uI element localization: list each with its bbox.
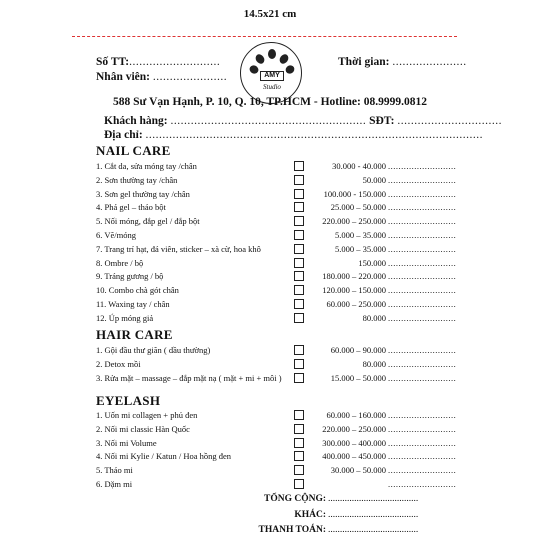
service-row	[96, 372, 457, 386]
paw-petal	[248, 64, 260, 75]
service-checkbox[interactable]	[294, 451, 304, 461]
service-name: 1. Cắt da, sửa móng tay /chân	[96, 161, 197, 171]
service-price: 5.000 – 35.000	[335, 230, 386, 240]
service-name: 4. Phá gel – tháo bột	[96, 202, 166, 213]
service-price: 15.000 – 50.000	[330, 372, 386, 383]
khach-hang-label: Khách hàng:	[104, 115, 168, 127]
service-checkbox[interactable]	[294, 373, 304, 383]
service-amount-dots: ..........................	[388, 161, 457, 171]
service-row	[96, 257, 457, 271]
amy-studio-logo	[240, 42, 302, 104]
service-checkbox[interactable]	[294, 345, 304, 355]
nhan-vien-field	[96, 71, 227, 83]
paper-size-label: 14.5x21 cm	[243, 8, 297, 20]
service-price: 150.000	[358, 257, 386, 268]
service-name: 2. Detox mồi	[96, 358, 141, 369]
service-checkbox[interactable]	[294, 244, 304, 254]
service-amount-dots: ..........................	[388, 372, 457, 383]
service-name: 12. Úp móng giả	[96, 312, 154, 323]
service-price: 300.000 – 400.000	[322, 437, 386, 448]
service-price: 60.000 – 90.000	[330, 345, 386, 355]
service-amount-dots: ..........................	[388, 202, 457, 213]
thoi-gian-field	[338, 56, 467, 68]
tong-cong-label: TỔNG CỘNG:	[263, 494, 326, 504]
logo-brand: AMY	[260, 71, 284, 81]
service-row	[96, 344, 457, 358]
paw-petal	[278, 53, 290, 66]
service-row	[96, 229, 457, 243]
service-price: 5.000 – 35.000	[335, 243, 386, 254]
service-amount-dots: ..........................	[388, 188, 457, 199]
khac-label: KHÁC:	[294, 510, 326, 520]
service-amount-dots: ..........................	[388, 358, 457, 369]
service-row	[96, 201, 457, 215]
service-row	[96, 450, 457, 464]
service-name: 9. Tráng gương / bộ	[96, 271, 164, 282]
service-amount-dots: ..........................	[388, 285, 457, 296]
service-amount-dots: ..........................	[388, 479, 457, 489]
service-row	[96, 174, 457, 188]
service-amount-dots: ..........................	[388, 299, 457, 309]
thanh-toan-label: THANH TOÁN:	[258, 525, 326, 535]
eyelash-title: EYELASH	[96, 393, 161, 408]
cut-line	[72, 36, 457, 37]
khach-hang-field	[104, 115, 502, 127]
service-price: 25.000 – 50.000	[330, 202, 386, 213]
nail-care-title: NAIL CARE	[96, 143, 171, 158]
service-checkbox[interactable]	[294, 285, 304, 295]
service-amount-dots: ..........................	[388, 174, 457, 185]
service-price: 60.000 – 160.000	[326, 410, 386, 420]
sdt-dots: ...............................	[397, 115, 502, 127]
service-amount-dots: ..........................	[388, 451, 457, 462]
sdt-label: SĐT:	[369, 115, 395, 127]
service-checkbox[interactable]	[294, 258, 304, 268]
service-checkbox[interactable]	[294, 359, 304, 369]
hair-care-title: HAIR CARE	[96, 327, 173, 342]
service-checkbox[interactable]	[294, 313, 304, 323]
service-price: 60.000 – 250.000	[326, 299, 386, 309]
service-name: 6. Vẽ/móng	[96, 230, 136, 240]
thoi-gian-label: Thời gian:	[338, 56, 390, 68]
service-checkbox[interactable]	[294, 465, 304, 475]
service-price: 80.000	[362, 358, 386, 369]
service-price: 50.000	[362, 174, 386, 185]
service-price: 30.000 – 50.000	[330, 465, 386, 476]
paw-petal	[254, 53, 266, 66]
service-name: 2. Sơn thường tay /chân	[96, 174, 178, 185]
service-name: 5. Nối móng, đắp gel / đắp bột	[96, 216, 200, 227]
service-checkbox[interactable]	[294, 410, 304, 420]
paw-petal	[284, 64, 296, 75]
service-amount-dots: ..........................	[388, 410, 457, 420]
logo-studio: Studio	[263, 83, 281, 91]
dia-chi-dots: ....................................................................................................	[145, 129, 484, 141]
so-tt-dots: ...........................	[129, 56, 221, 68]
service-checkbox[interactable]	[294, 202, 304, 212]
service-name: 1. Uốn mi collagen + phủ đen	[96, 410, 198, 420]
service-checkbox[interactable]	[294, 438, 304, 448]
service-row	[96, 423, 457, 437]
service-price: 100.000 - 150.000	[323, 188, 386, 199]
service-row	[96, 160, 457, 174]
service-checkbox[interactable]	[294, 216, 304, 226]
service-price: 80.000	[362, 312, 386, 323]
service-name: 2. Nối mi classic Hàn Quốc	[96, 423, 190, 434]
service-row	[96, 270, 457, 284]
service-row	[96, 243, 457, 257]
service-checkbox[interactable]	[294, 479, 304, 489]
service-name: 10. Combo chà gót chân	[96, 285, 179, 296]
service-checkbox[interactable]	[294, 230, 304, 240]
service-amount-dots: ..........................	[388, 271, 457, 282]
nhan-vien-dots: ......................	[152, 71, 228, 83]
tong-cong-dots: ......................................	[328, 494, 419, 504]
service-row	[96, 409, 457, 423]
service-amount-dots: ..........................	[388, 465, 457, 476]
service-name: 1. Gội đầu thư giãn ( dầu thường)	[96, 345, 211, 355]
service-row	[96, 215, 457, 229]
service-price: 30.000 - 40.000	[332, 161, 386, 171]
so-tt-field	[96, 56, 220, 68]
service-price: 400.000 – 450.000	[322, 451, 386, 462]
service-checkbox[interactable]	[294, 161, 304, 171]
service-amount-dots: ..........................	[388, 257, 457, 268]
service-row	[96, 464, 457, 478]
service-checkbox[interactable]	[294, 299, 304, 309]
service-row	[96, 298, 457, 312]
service-name: 7. Trang trí hạt, đá viên, sticker – xà cừ, hoa khô	[96, 243, 261, 254]
service-price: 220.000 – 250.000	[322, 216, 386, 227]
shop-address: 588 Sư Vạn Hạnh, P. 10, Q. 10, TP.HCM - Hotline: 08.9999.0812	[113, 96, 427, 108]
service-name: 5. Tháo mi	[96, 465, 133, 476]
service-checkbox[interactable]	[294, 175, 304, 185]
service-name: 4. Nối mi Kylie / Katun / Hoa hồng đen	[96, 451, 232, 462]
service-row	[96, 437, 457, 451]
thoi-gian-dots: ......................	[392, 56, 467, 68]
so-tt-label: Số TT:	[96, 56, 130, 68]
service-row	[96, 312, 457, 326]
service-name: 8. Ombre / bộ	[96, 257, 144, 268]
service-row	[96, 284, 457, 298]
service-amount-dots: ..........................	[388, 437, 457, 448]
service-amount-dots: ..........................	[388, 312, 457, 323]
service-amount-dots: ..........................	[388, 230, 457, 240]
service-name: 3. Nối mi Volume	[96, 437, 157, 448]
khac-dots: ......................................	[328, 510, 419, 520]
service-name: 11. Waxing tay / chân	[96, 299, 170, 309]
service-amount-dots: ..........................	[388, 423, 457, 434]
paw-petal	[268, 49, 276, 59]
service-name: 3. Rửa mặt – massage – đắp mặt nạ ( mặt + mi + môi )	[96, 372, 282, 383]
service-name: 6. Dặm mi	[96, 479, 133, 489]
service-row	[96, 358, 457, 372]
service-price: 180.000 – 220.000	[322, 271, 386, 282]
service-name: 3. Sơn gel thường tay /chân	[96, 188, 190, 199]
service-amount-dots: ..........................	[388, 345, 457, 355]
service-price: 120.000 – 150.000	[322, 285, 386, 296]
service-row	[96, 188, 457, 202]
nhan-vien-label: Nhân viên:	[96, 71, 150, 83]
service-amount-dots: ..........................	[388, 216, 457, 227]
service-checkbox[interactable]	[294, 271, 304, 281]
service-amount-dots: ..........................	[388, 243, 457, 254]
thanh-toan-dots: ......................................	[328, 525, 419, 535]
service-checkbox[interactable]	[294, 424, 304, 434]
dia-chi-label: Địa chỉ:	[104, 129, 143, 141]
khach-hang-dots: ..........................................................	[170, 115, 367, 127]
service-checkbox[interactable]	[294, 189, 304, 199]
service-price: 220.000 – 250.000	[322, 423, 386, 434]
service-row	[96, 478, 457, 492]
dia-chi-field	[104, 129, 483, 141]
